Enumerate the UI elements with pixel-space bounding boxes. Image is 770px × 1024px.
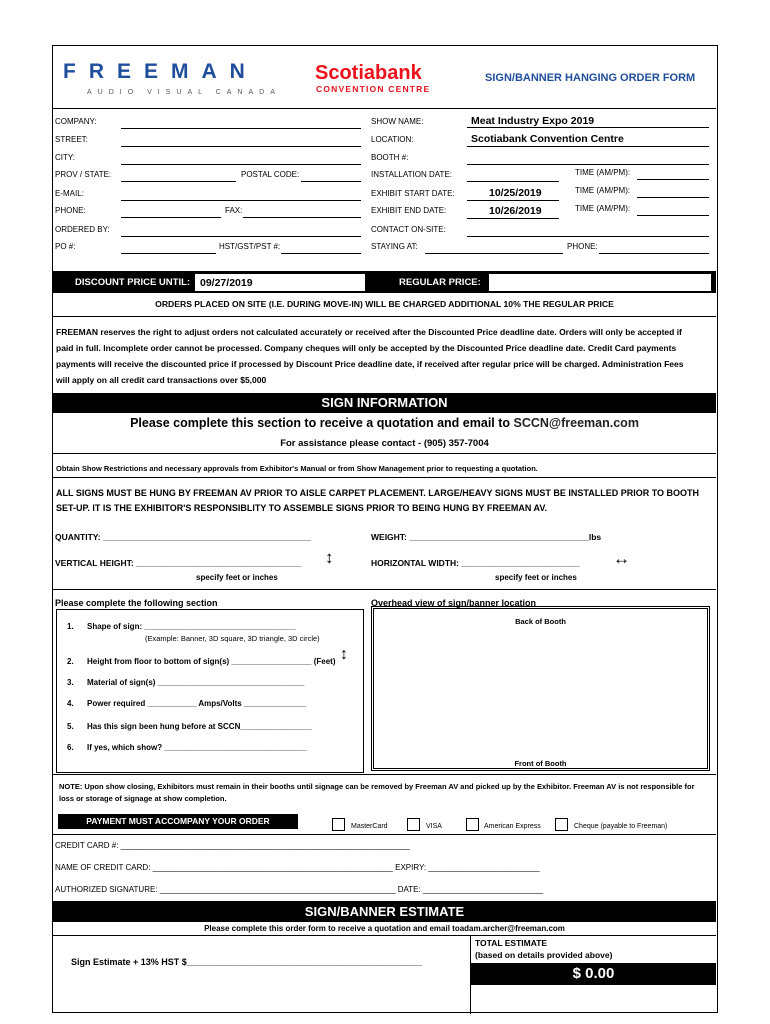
quote-request-text: Please complete this section to receive a quotation and email to (130, 416, 511, 430)
restrictions-divider (53, 477, 716, 478)
estimate-heading: SIGN/BANNER ESTIMATE (53, 901, 716, 922)
installation-time-field[interactable] (637, 179, 709, 180)
assistance-divider (53, 453, 716, 454)
ordered-by-field[interactable] (121, 236, 361, 237)
total-estimate-value: $ 0.00 (471, 963, 716, 985)
installation-time-label: TIME (AM/PM): (575, 168, 631, 177)
fax-label: FAX: (225, 206, 243, 215)
postal-code-field[interactable] (301, 181, 361, 182)
which-show-field[interactable]: If yes, which show? ________________________________ (87, 743, 307, 752)
item-number-4: 4. (67, 699, 74, 708)
exhibit-start-label: EXHIBIT START DATE: (371, 189, 455, 198)
postal-code-label: POSTAL CODE: (241, 170, 300, 179)
show-name-value[interactable]: Meat Industry Expo 2019 (471, 115, 595, 127)
booth-label: BOOTH #: (371, 153, 409, 162)
item-number-1: 1. (67, 622, 74, 631)
onsite-divider (53, 316, 716, 317)
show-name-label: SHOW NAME: (371, 117, 424, 126)
dimensions-divider (53, 589, 716, 590)
vertical-arrow-icon: ↕ (325, 548, 334, 567)
quote-email-link[interactable]: SCCN@freeman.com (513, 416, 639, 430)
booth-field[interactable] (467, 164, 709, 165)
contact-onsite-field[interactable] (467, 236, 709, 237)
estimate-email-link[interactable]: adam.archer@freeman.com (459, 924, 565, 933)
location-value[interactable]: Scotiabank Convention Centre (471, 133, 624, 145)
hst-label: HST/GST/PST #: (219, 242, 281, 251)
overhead-view-heading: Overhead view of sign/banner location (371, 598, 537, 608)
hung-before-field[interactable]: Has this sign been hung before at SCCN________________ (87, 722, 312, 731)
mastercard-label: MasterCard (351, 823, 388, 830)
closing-note: NOTE: Upon show closing, Exhibitors must remain in their booths until signage can be removed by Freeman AV and picked up by the Exhibitor. Freeman AV is not responsible for loss or storage of signage at show completion. (59, 782, 695, 803)
front-of-booth-label: Front of Booth (514, 759, 567, 768)
power-required-field[interactable]: Power required ___________ Amps/Volts ______________ (87, 699, 307, 708)
phone-field[interactable] (121, 217, 221, 218)
fax-field[interactable] (243, 217, 361, 218)
horizontal-width-field[interactable]: HORIZONTAL WIDTH: _________________________ (371, 558, 580, 568)
hanging-requirements: ALL SIGNS MUST BE HUNG BY FREEMAN AV PRIOR TO AISLE CARPET PLACEMENT. LARGE/HEAVY SIGNS MUST BE INSTALLED PRIOR TO BOOTH SET-UP. IT IS THE EXHIBITOR'S RESPONSIBLITY TO ASSEMBLE SIGNS PRIOR TO BEING HUNG BY FREEMAN AV. (56, 488, 700, 513)
complete-section-heading: Please complete the following section (55, 598, 218, 608)
city-field[interactable] (121, 164, 361, 165)
location-label: LOCATION: (371, 135, 414, 144)
back-of-booth-label: Back of Booth (515, 617, 566, 626)
estimate-request-text: Please complete this order form to receive a quotation and email to (204, 924, 460, 933)
cheque-label: Cheque (payable to Freeman) (574, 823, 668, 830)
item-number-6: 6. (67, 743, 74, 752)
staying-phone-label: PHONE: (567, 242, 598, 251)
visa-label: VISA (426, 823, 442, 830)
staying-phone-field[interactable] (599, 253, 709, 254)
amex-label: American Express (484, 823, 541, 830)
contact-onsite-label: CONTACT ON-SITE: (371, 225, 446, 234)
start-time-label: TIME (AM/PM): (575, 186, 631, 195)
po-label: PO #: (55, 242, 76, 251)
visa-checkbox[interactable] (407, 818, 420, 831)
horizontal-unit-hint: specify feet or inches (495, 573, 577, 582)
form-title: SIGN/BANNER HANGING ORDER FORM (485, 72, 696, 84)
phone-label: PHONE: (55, 206, 86, 215)
company-field[interactable] (121, 128, 361, 129)
staying-at-field[interactable] (425, 253, 563, 254)
height-arrow-icon: ↕ (340, 646, 348, 663)
payment-heading: PAYMENT MUST ACCOMPANY YOUR ORDER (58, 814, 298, 829)
ordered-by-label: ORDERED BY: (55, 225, 110, 234)
total-estimate-sub: (based on details provided above) (475, 950, 613, 960)
end-time-label: TIME (AM/PM): (575, 204, 631, 213)
pricing-policy: FREEMAN reserves the right to adjust orders not calculated accurately or received after the Discounted Price deadline date. Orders will only be accepted if paid in full. Incomplete order cannot be processed. Company cheques will only be accepted by the Discounted Price deadline date. Credit Card payments payments will receive the discounted price if processed by Discount Price deadline date, if received after regular price will be charged. Administration Fees will apply on all credit card transactions over $5,000 (56, 327, 684, 385)
item-number-2: 2. (67, 657, 74, 666)
scotiabank-logo-subtitle: CONVENTION CENTRE (316, 84, 431, 94)
start-time-field[interactable] (637, 197, 709, 198)
staying-at-label: STAYING AT: (371, 242, 418, 251)
street-field[interactable] (121, 146, 361, 147)
onsite-surcharge-note: ORDERS PLACED ON SITE (I.E. DURING MOVE-IN) WILL BE CHARGED ADDITIONAL 10% THE REGULAR PRICE (155, 299, 614, 309)
discount-price-label: DISCOUNT PRICE UNTIL: (75, 277, 191, 288)
name-on-card-field[interactable]: NAME OF CREDIT CARD: ______________________________________________________ EXPIRY: _________________________ (55, 863, 540, 872)
item-number-3: 3. (67, 678, 74, 687)
sign-estimate-field[interactable]: Sign Estimate + 13% HST $_______________________________________________ (71, 957, 423, 967)
weight-field[interactable]: WEIGHT: ______________________________________lbs (371, 532, 602, 542)
street-label: STREET: (55, 135, 88, 144)
item-number-5: 5. (67, 722, 74, 731)
end-time-field[interactable] (637, 215, 709, 216)
hst-field[interactable] (281, 253, 361, 254)
quantity-field[interactable]: QUANTITY: ____________________________________________ (55, 532, 312, 542)
height-from-floor-field[interactable]: Height from floor to bottom of sign(s) __________________ (Feet) (87, 657, 336, 666)
prov-state-label: PROV / STATE: (55, 170, 112, 179)
horizontal-arrow-icon: ↔ (613, 549, 630, 568)
freeman-logo-subtitle: AUDIO VISUAL CANADA (87, 89, 281, 96)
exhibit-end-value[interactable]: 10/26/2019 (489, 205, 542, 217)
credit-card-number-field[interactable]: CREDIT CARD #: _________________________________________________________________ (55, 841, 410, 850)
scotiabank-logo: Scotiabank (315, 62, 422, 84)
payment-divider (53, 834, 716, 835)
freeman-logo: FREEMAN (63, 60, 258, 83)
closing-note-divider (53, 774, 716, 775)
exhibit-end-label: EXHIBIT END DATE: (371, 206, 447, 215)
overhead-view-box[interactable] (371, 606, 710, 771)
vertical-unit-hint: specify feet or inches (196, 573, 278, 582)
exhibit-end-field[interactable] (467, 218, 559, 219)
email-label: E-MAIL: (55, 189, 84, 198)
exhibit-start-field[interactable] (467, 200, 559, 201)
material-field[interactable]: Material of sign(s) _________________________________ (87, 678, 305, 687)
shape-example-hint: (Example: Banner, 3D square, 3D triangle, 3D circle) (145, 634, 320, 643)
cheque-checkbox[interactable] (555, 818, 568, 831)
total-estimate-label: TOTAL ESTIMATE (475, 938, 548, 948)
company-label: COMPANY: (55, 117, 97, 126)
quote-request-line (53, 416, 716, 430)
show-name-field[interactable] (467, 127, 709, 128)
estimate-request-line (53, 924, 716, 933)
po-field[interactable] (121, 253, 216, 254)
shape-of-sign-field[interactable]: Shape of sign: __________________________________ (87, 622, 296, 631)
prov-state-field[interactable] (121, 181, 236, 182)
vertical-height-field[interactable]: VERTICAL HEIGHT: ___________________________________ (55, 558, 302, 568)
header-divider (53, 108, 716, 109)
exhibit-start-value[interactable]: 10/25/2019 (489, 187, 542, 199)
restrictions-note: Obtain Show Restrictions and necessary approvals from Exhibitor's Manual or from Show Management prior to requesting a quotation. (56, 464, 538, 473)
mastercard-checkbox[interactable] (332, 818, 345, 831)
regular-price-field[interactable] (489, 274, 711, 291)
sign-info-heading: SIGN INFORMATION (53, 393, 716, 413)
amex-checkbox[interactable] (466, 818, 479, 831)
assistance-contact: For assistance please contact - (905) 357-7004 (280, 438, 489, 449)
order-form-page (52, 45, 718, 1013)
regular-price-label: REGULAR PRICE: (399, 277, 481, 288)
email-field[interactable] (121, 200, 361, 201)
installation-date-label: INSTALLATION DATE: (371, 170, 452, 179)
authorized-signature-field[interactable]: AUTHORIZED SIGNATURE: _____________________________________________________ DATE: ___________________________ (55, 885, 544, 894)
discount-date-field[interactable]: 09/27/2019 (195, 274, 365, 291)
city-label: CITY: (55, 153, 76, 162)
location-field[interactable] (467, 146, 709, 147)
installation-date-field[interactable] (467, 181, 559, 182)
